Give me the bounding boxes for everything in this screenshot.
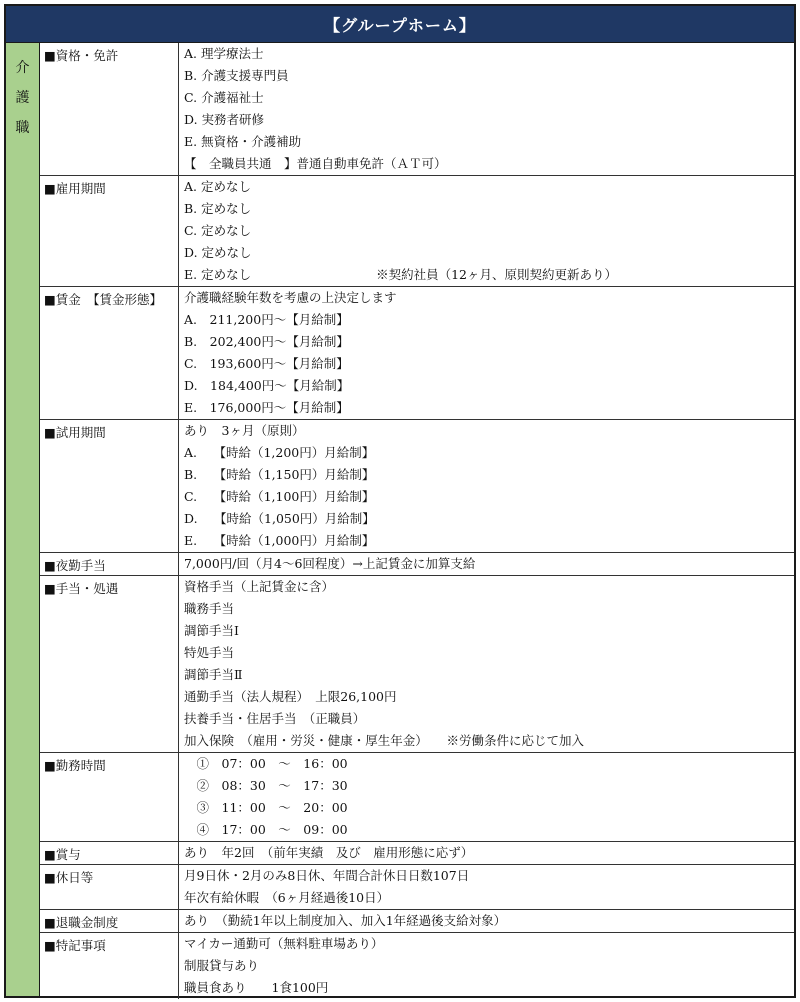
content-line: A. 211,200円～【月給制】 (184, 312, 349, 327)
table-row (40, 43, 794, 176)
row-label: ■試用期間 (40, 420, 179, 552)
content-line: ① 07：00 ～ 16：00 (184, 756, 348, 771)
content-line: 年次有給休暇 （6ヶ月経過後10日） (184, 890, 390, 905)
content-line: D. 【時給（1,050円）月給制】 (184, 511, 375, 526)
table-row (40, 753, 794, 842)
table-row (40, 933, 794, 999)
side-char: 介 (15, 60, 30, 76)
content-line: 7,000円/回（月4～6回程度）→上記賃金に加算支給 (184, 556, 476, 571)
row-content (179, 176, 794, 286)
row-label: ■賃金 【賃金形態】 (40, 287, 179, 419)
row-label: ■資格・免許 (40, 43, 179, 175)
row-label: ■手当・処遇 (40, 576, 179, 752)
table-row (40, 287, 794, 420)
row-content (179, 933, 794, 999)
table-row (40, 842, 794, 865)
table-row (40, 910, 794, 933)
row-content (179, 420, 794, 552)
row-label: ■特記事項 (40, 933, 179, 999)
content-line: C. 193,600円～【月給制】 (184, 356, 349, 371)
table-row (40, 865, 794, 910)
row-label: ■退職金制度 (40, 910, 179, 932)
content-line: ③ 11：00 ～ 20：00 (184, 800, 348, 815)
content-line: 特処手当 (184, 645, 235, 660)
content-line: 【 全職員共通 】普通自動車免許（ＡＴ可） (184, 156, 447, 171)
content-line: 制服貸与あり (184, 958, 260, 973)
content-line: 通勤手当（法人規程） 上限26,100円 (184, 689, 397, 704)
table-body (6, 43, 794, 996)
row-label: ■雇用期間 (40, 176, 179, 286)
content-line: B. 【時給（1,150円）月給制】 (184, 467, 375, 482)
table-row (40, 576, 794, 753)
row-label: ■勤務時間 (40, 753, 179, 841)
content-line: あり 年2回 （前年実績 及び 雇用形態に応ず） (184, 845, 474, 860)
row-content (179, 842, 794, 864)
content-line: C. 介護福祉士 (184, 90, 264, 105)
content-line: A. 定めなし (184, 179, 251, 194)
content-line: D. 実務者研修 (184, 112, 265, 127)
content-line: A. 理学療法士 (184, 46, 264, 61)
table-row (40, 420, 794, 553)
content-line: C. 定めなし (184, 223, 252, 238)
content-line: B. 介護支援専門員 (184, 68, 289, 83)
row-content (179, 287, 794, 419)
content-line: E. 【時給（1,000円）月給制】 (184, 533, 375, 548)
row-content (179, 576, 794, 752)
content-line: E. 定めなし ※契約社員（12ヶ月、原則契約更新あり） (184, 267, 617, 282)
content-line: D. 184,400円～【月給制】 (184, 378, 350, 393)
side-char: 護 (15, 90, 30, 106)
content-line: B. 定めなし (184, 201, 252, 216)
content-line: B. 202,400円～【月給制】 (184, 334, 349, 349)
job-detail-table (4, 4, 796, 998)
content-line: ④ 17：00 ～ 09：00 (184, 822, 348, 837)
row-content (179, 910, 794, 932)
content-line: 職務手当 (184, 601, 235, 616)
content-line: 資格手当（上記賃金に含） (184, 579, 335, 594)
table-row (40, 176, 794, 287)
side-category-label (6, 43, 40, 996)
content-line: 調節手当Ⅰ (184, 623, 239, 638)
side-char: 職 (15, 120, 30, 136)
content-line: 職員食あり 1食100円 (184, 980, 329, 995)
content-line: ② 08：30 ～ 17：30 (184, 778, 348, 793)
content-line: 介護職経験年数を考慮の上決定します (184, 290, 397, 305)
detail-rows (40, 43, 794, 996)
content-line: あり 3ヶ月（原則） (184, 423, 305, 438)
table-row (40, 553, 794, 576)
row-label: ■休日等 (40, 865, 179, 909)
row-content (179, 553, 794, 575)
content-line: あり （勤続1年以上制度加入、加入1年経過後支給対象） (184, 913, 507, 928)
content-line: 調節手当Ⅱ (184, 667, 243, 682)
row-label: ■夜勤手当 (40, 553, 179, 575)
content-line: C. 【時給（1,100円）月給制】 (184, 489, 375, 504)
content-line: E. 176,000円～【月給制】 (184, 400, 349, 415)
row-label: ■賞与 (40, 842, 179, 864)
content-line: 月9日休・2月のみ8日休、年間合計休日日数107日 (184, 868, 470, 883)
row-content (179, 865, 794, 909)
content-line: A. 【時給（1,200円）月給制】 (184, 445, 375, 460)
content-line: D. 定めなし (184, 245, 252, 260)
content-line: 扶養手当・住居手当 （正職員） (184, 711, 366, 726)
content-line: 加入保険 （雇用・労災・健康・厚生年金） ※労働条件に応じて加入 (184, 733, 585, 748)
page-title: 【グループホーム】 (6, 6, 794, 43)
row-content (179, 43, 794, 175)
content-line: マイカー通勤可（無料駐車場あり） (184, 936, 384, 951)
content-line: E. 無資格・介護補助 (184, 134, 302, 149)
row-content (179, 753, 794, 841)
